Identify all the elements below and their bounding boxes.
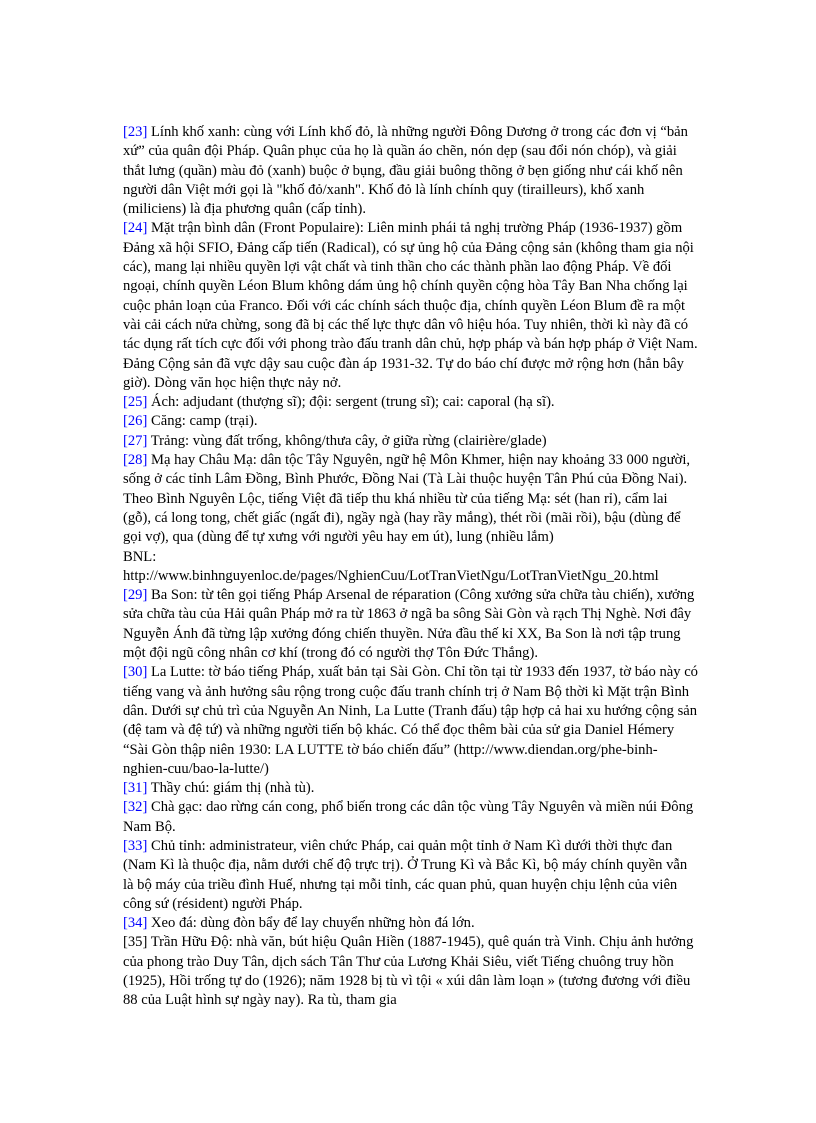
footnote-text: Mạ hay Châu Mạ: dân tộc Tây Nguyên, ngữ hệ Môn Khmer, hiện nay khoảng 33 000 người, sống ở các tỉnh Lâm Đồng, Bình Phước, Đồng Nai (Tà Lài thuộc huyện Tân Phú của Đồng Nai). Theo Bình Nguyên Lộc, tiếng Việt đã tiếp thu khá nhiều từ của tiếng Mạ: sét (han rỉ), cẩm lai (gỗ), cá long tong, chết giấc (ngất đi), ngầy ngà (hay rầy mắng), thét rồi (mãi rồi), bậu (dùng để gọi vợ), qua (dùng để tự xưng với người yêu hay em út), lung (nhiều lắm) <box>123 452 691 546</box>
footnote-ref-link[interactable]: [27] <box>123 432 148 449</box>
footnote-text: Căng: camp (trại). <box>147 413 258 430</box>
footnote-text: Chà gạc: dao rừng cán cong, phổ biến trong các dân tộc vùng Tây Nguyên và miền núi Đông Nam Bộ. <box>123 799 694 835</box>
footnote-28 <box>123 451 698 547</box>
footnote-26 <box>123 412 698 431</box>
footnote-text: Trảng: vùng đất trống, không/thưa cây, ở giữa rừng (clairière/glade) <box>147 432 547 449</box>
footnote-30 <box>123 663 698 779</box>
footnote-ref-link[interactable]: [24] <box>123 220 148 237</box>
footnote-ref-link[interactable]: [34] <box>123 915 148 932</box>
footnote-text: Trần Hữu Độ: nhà văn, bút hiệu Quân Hiền (1887-1945), quê quán trà Vinh. Chịu ảnh hưởng của phong trào Duy Tân, dịch sách Tân Thư của Lương Khải Siêu, viết Tiếng chuông truy hồn (1925), Hồi trống tự do (1926); năm 1928 bị tù vì tội « xúi dân làm loạn » (tương đương với điều 88 của Luật hình sự ngày nay). Ra tù, tham gia <box>123 934 694 1009</box>
footnote-ref-link[interactable]: [28] <box>123 452 148 469</box>
footnote-29 <box>123 586 698 663</box>
footnote-ref-link[interactable]: [33] <box>123 837 148 854</box>
footnote-25 <box>123 393 698 412</box>
footnote-text: Thầy chú: giám thị (nhà tù). <box>147 780 315 797</box>
footnote-text: Chủ tỉnh: administrateur, viên chức Pháp, cai quản một tỉnh ở Nam Kì dưới thời thực đan (Nam Kì là thuộc địa, nằm dưới chế độ trực trị). Ở Trung Kì và Bắc Kì, bộ máy chính quyền vẫn là bộ máy của triều đình Huế, nhưng tại mỗi tỉnh, các quan phủ, quan huyện chịu lệnh của viên công sứ (résident) người Pháp. <box>123 837 688 912</box>
footnotes-page <box>123 123 698 1011</box>
footnote-32 <box>123 798 698 837</box>
footnote-ref-link[interactable]: [29] <box>123 587 148 604</box>
footnote-text: Xeo đá: dùng đòn bẩy để lay chuyển những hòn đá lớn. <box>147 915 475 932</box>
footnote-23 <box>123 123 698 219</box>
footnote-ref-link[interactable]: [32] <box>123 799 148 816</box>
footnote-text: Mặt trận bình dân (Front Populaire): Liên minh phái tả nghị trường Pháp (1936-1937) gồm Đảng xã hội SFIO, Đảng cấp tiến (Radical), có sự ủng hộ của Đảng cộng sản (không tham gia nội các), mang lại nhiều quyền lợi vật chất và tinh thần cho các thành phần lao động Pháp. Về đối ngoại, chính quyền Léon Blum không dám ủng hộ chính quyền cộng hòa Tây Ban Nha chống lại cuộc phản loạn của Franco. Đối với các chính sách thuộc địa, chính quyền Léon Blum đề ra một vài cải cách nửa chừng, song đã bị các thế lực thực dân vô hiệu hóa. Tuy nhiên, thời kì này đã có tác dụng rất tích cực đối với phong trào đấu tranh dân chủ, hợp pháp và bán hợp pháp ở Việt Nam. Đảng Cộng sản đã vực dậy sau cuộc đàn áp 1931-32. Tự do báo chí được mở rộng hơn (hẳn bây giờ). Dòng văn học hiện thực nảy nở. <box>123 220 698 391</box>
source-url[interactable]: http://www.binhnguyenloc.de/pages/NghienCuu/LotTranVietNgu/LotTranVietNgu_20.html <box>123 567 659 584</box>
footnote-34 <box>123 914 698 933</box>
footnote-ref-link[interactable]: [25] <box>123 394 148 411</box>
footnote-ref-link[interactable]: [26] <box>123 413 148 430</box>
footnote-ref-link[interactable]: [23] <box>123 124 148 140</box>
footnote-text: Lính khố xanh: cùng với Lính khố đỏ, là những người Đông Dương ở trong các đơn vị “bản xứ” của quân đội Pháp. Quân phục của họ là quần áo chẽn, nón dẹp (sau đổi nón chóp), và giải thắt lưng (quần) màu đỏ (xanh) buộc ở bụng, đầu giải buông thõng ở bẹn giống như cái khố nên người dân Việt mới gọi là "khố đỏ/xanh". Khố đỏ là lính chính quy (tirailleurs), khố xanh (miliciens) là địa phương quân (cấp tỉnh). <box>123 124 688 218</box>
source-label: BNL: <box>123 548 157 565</box>
footnote-text: Ách: adjudant (thượng sĩ); đội: sergent (trung sĩ); cai: caporal (hạ sĩ). <box>147 394 555 411</box>
footnote-ref-link[interactable]: [30] <box>123 664 148 681</box>
footnote-33 <box>123 837 698 914</box>
footnote-31 <box>123 779 698 798</box>
footnote-35 <box>123 933 698 1010</box>
footnote-text: Ba Son: từ tên gọi tiếng Pháp Arsenal de réparation (Công xưởng sửa chữa tàu chiến), xưởng sửa chữa tàu của Hải quân Pháp mở ra từ 1863 ở ngã ba sông Sài Gòn và rạch Thị Nghè. Nơi đây Nguyễn Ánh đã từng lập xưởng đóng chiến thuyền. Nửa đầu thế kỉ XX, Ba Son là nơi tập trung một đội ngũ công nhân cơ khí (trong đó có người thợ Tôn Đức Thắng). <box>123 587 695 662</box>
footnote-27 <box>123 432 698 451</box>
footnote-24 <box>123 219 698 393</box>
footnote-ref-link[interactable]: [31] <box>123 780 148 797</box>
footnote-ref-plain: [35] <box>123 934 148 951</box>
footnote-text: La Lutte: tờ báo tiếng Pháp, xuất bản tại Sài Gòn. Chỉ tồn tại từ 1933 đến 1937, tờ báo này có tiếng vang và ảnh hưởng sâu rộng trong cuộc đấu tranh chính trị ở Nam Bộ thời kì Mặt trận Bình dân. Dưới sự chủ trì của Nguyễn An Ninh, La Lutte (Tranh đấu) tập hợp cả hai xu hướng cộng sản (đệ tam và đệ tứ) và những người tiến bộ khác. Có thể đọc thêm bài của sử gia Daniel Hémery “Sài Gòn thập niên 1930: LA LUTTE tờ báo chiến đấu” (http://www.diendan.org/phe-binh-nghien-cuu/bao-la-lutte/) <box>123 664 698 777</box>
